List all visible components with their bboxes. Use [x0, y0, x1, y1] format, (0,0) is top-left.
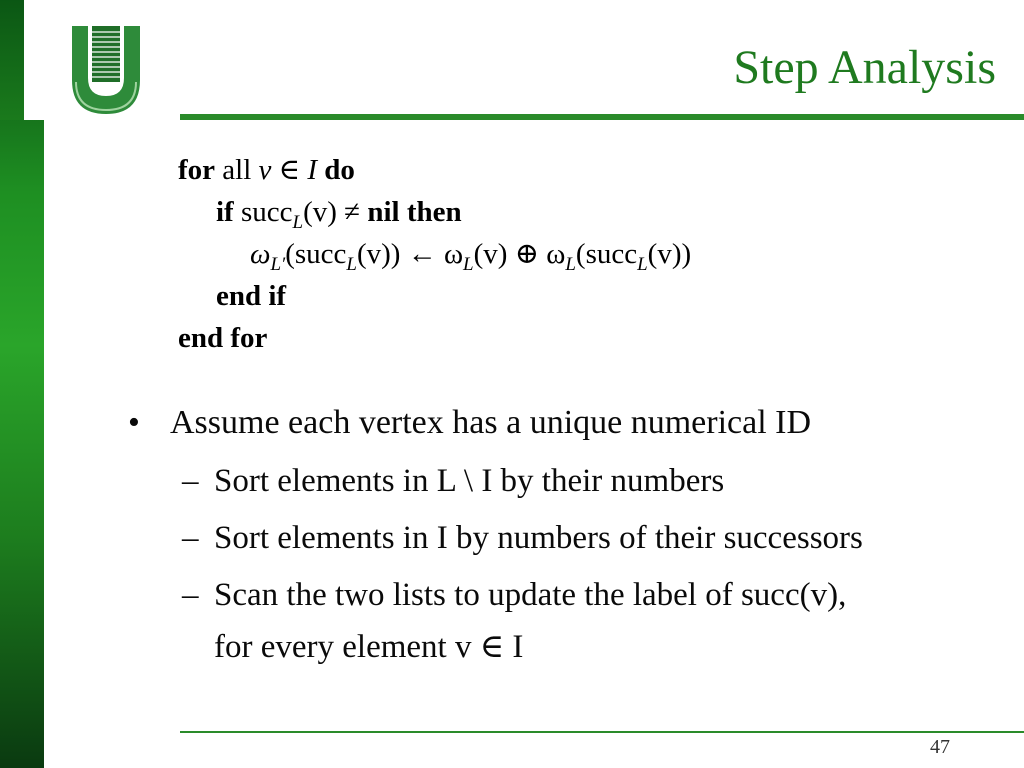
algo-line-for: [178, 156, 355, 185]
algo-line-end-for: end for: [178, 322, 268, 354]
algo-text: succ: [233, 196, 293, 228]
algo-text: (succ: [285, 238, 347, 270]
dash-marker: –: [182, 520, 199, 556]
algo-text: (v) ⊕ ω: [473, 238, 566, 270]
algo-keyword: if: [216, 196, 234, 228]
algo-subscript: L: [463, 254, 474, 275]
algo-keyword: for: [178, 154, 216, 186]
algo-text: ω: [250, 238, 271, 270]
algorithm-block: [178, 148, 878, 368]
algo-line-if: [216, 196, 462, 233]
algo-keyword: nil: [367, 196, 400, 228]
algo-subscript: L: [346, 254, 357, 275]
algo-text: all: [215, 154, 259, 186]
bullet-text: Assume each vertex has a unique numerical ID: [170, 404, 812, 441]
footer-divider: [180, 731, 1024, 733]
sub-bullet-text: for every element v ∈ I: [214, 629, 524, 665]
algo-keyword: then: [399, 196, 462, 228]
page-number: 47: [930, 736, 950, 758]
algo-text: (v)): [647, 238, 692, 270]
university-logo: [66, 22, 146, 116]
sub-bullet-text: Scan the two lists to update the label of succ(v),: [214, 577, 847, 613]
bullet-marker: •: [128, 404, 140, 441]
algo-var: v: [258, 154, 272, 186]
dash-marker: –: [182, 463, 199, 499]
algo-subscript: L: [565, 254, 576, 275]
sub-bullet-text: Sort elements in I by numbers of their successors: [214, 520, 863, 556]
algo-text: (succ: [575, 238, 638, 270]
algo-text: ∈: [271, 154, 308, 186]
algo-text: (v) ≠: [303, 196, 368, 228]
algo-var: I: [307, 154, 318, 186]
algo-keyword: do: [317, 154, 355, 186]
algo-line-end-if: end if: [216, 280, 287, 312]
algo-text: (v)) ← ω: [356, 238, 464, 270]
title-divider: [180, 114, 1024, 120]
sub-bullet-text: Sort elements in L \ I by their numbers: [214, 463, 725, 499]
algo-subscript: L: [637, 254, 648, 275]
slide-title: Step Analysis: [733, 41, 996, 94]
algo-subscript: L: [292, 212, 304, 233]
algo-line-update: [250, 238, 692, 275]
dash-marker: –: [182, 577, 199, 613]
algo-subscript: L′: [270, 254, 286, 275]
